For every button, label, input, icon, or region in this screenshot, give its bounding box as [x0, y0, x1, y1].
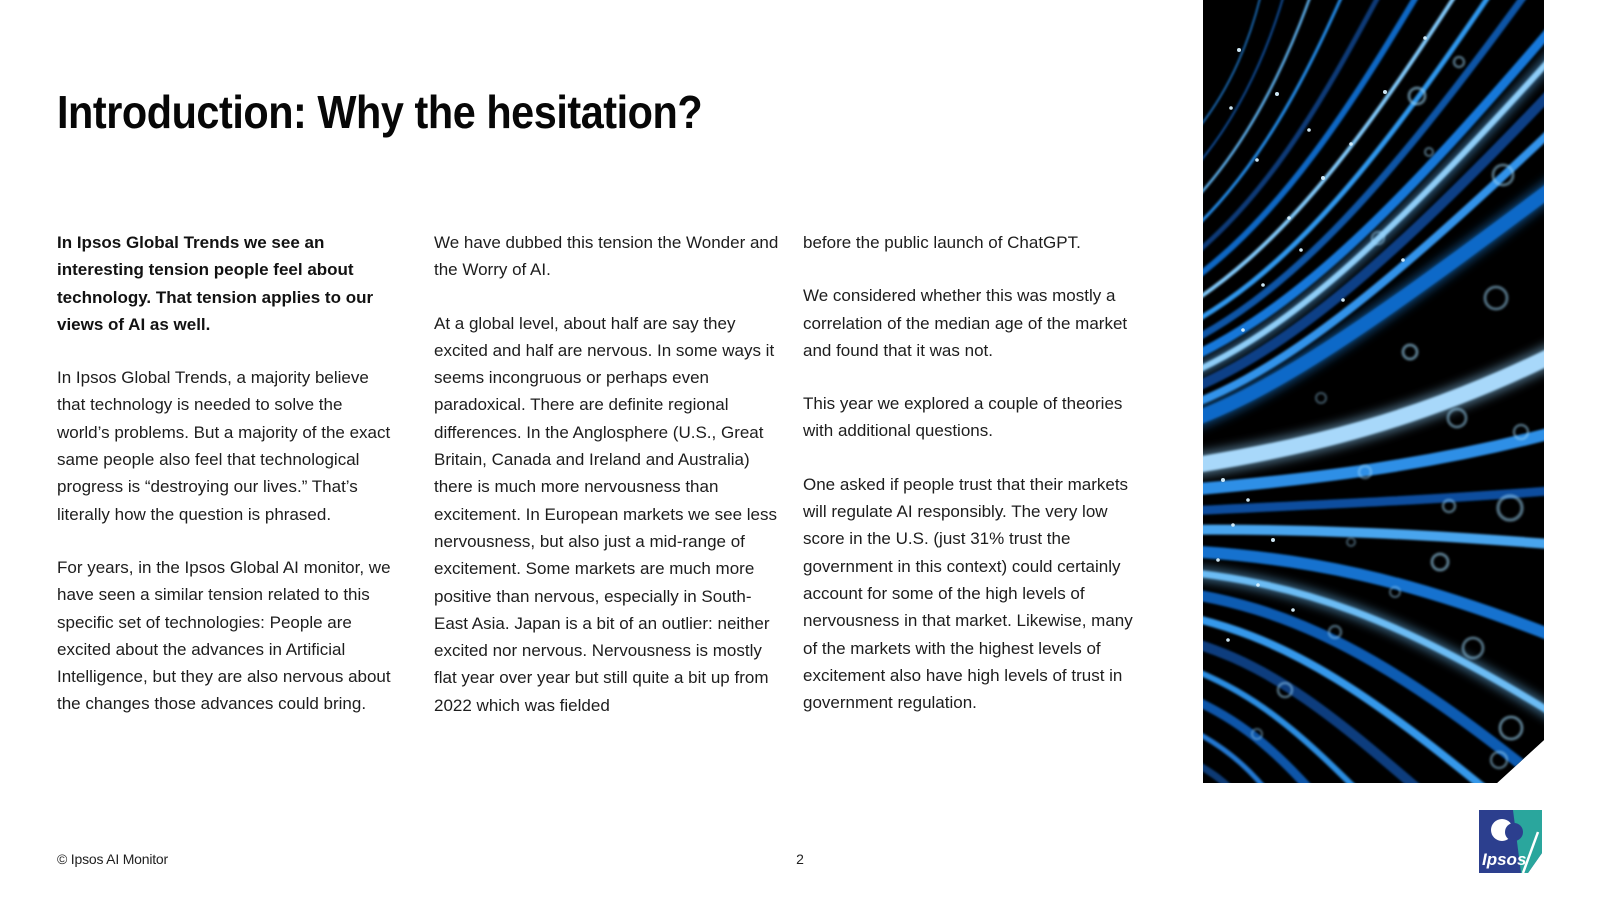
- text-column-1: [57, 229, 397, 744]
- text-column-2: [434, 229, 782, 745]
- text-column-3: [803, 229, 1151, 742]
- logo-face-dark: [1505, 823, 1523, 841]
- fiber-optic-image: [1203, 0, 1544, 783]
- body-paragraph: We considered whether this was mostly a correlation of the median age of the market and found that it was not.: [803, 286, 1128, 360]
- body-paragraph: before the public launch of ChatGPT.: [803, 233, 1081, 252]
- logo-wordmark: Ipsos: [1482, 850, 1527, 869]
- ipsos-logo: [1479, 810, 1542, 873]
- body-paragraph: For years, in the Ipsos Global AI monitor, we have seen a similar tension related to this specific set of technologies: People are excited about the advances in Artificial Intelligence, but they are also nervous about the changes those advances could bring.: [57, 557, 391, 714]
- body-paragraph: At a global level, about half are say they excited and half are nervous. In some ways it seems incongruous or perhaps even paradoxical. There are definite regional differences. In the Anglosphere (U.S., Great Britain, Canada and Ireland and Australia) there is much more nervousness than excitement. In European markets we see less nervousness, but also just a mid-range of excitement. Some markets are much more positive than nervous, especially in South-East Asia. Japan is a bit of an outlier: neither excited nor nervous. Nervousness is mostly flat year over year but still quite a bit up from 2022 which was fielded: [434, 313, 777, 715]
- body-paragraph: One asked if people trust that their markets will regulate AI responsibly. The very low score in the U.S. (just 31% trust the government in this context) could certainly account for some of the high levels of nervousness in that market. Likewise, many of the markets with the highest levels of excitement also have high levels of trust in government regulation.: [803, 474, 1133, 713]
- page-number: 2: [796, 851, 804, 867]
- body-paragraph: We have dubbed this tension the Wonder and the Worry of AI.: [434, 233, 779, 280]
- body-paragraph: This year we explored a couple of theories with additional questions.: [803, 394, 1123, 441]
- lead-paragraph: In Ipsos Global Trends we see an interesting tension people feel about technology. That tension applies to our views of AI as well.: [57, 233, 374, 334]
- copyright-note: © Ipsos AI Monitor: [57, 851, 168, 867]
- body-paragraph: In Ipsos Global Trends, a majority believe that technology is needed to solve the world’s problems. But a majority of the exact same people also feel that technological progress is “destroying our lives.” That’s literally how the question is phrased.: [57, 368, 391, 524]
- page-title: Introduction: Why the hesitation?: [57, 86, 703, 138]
